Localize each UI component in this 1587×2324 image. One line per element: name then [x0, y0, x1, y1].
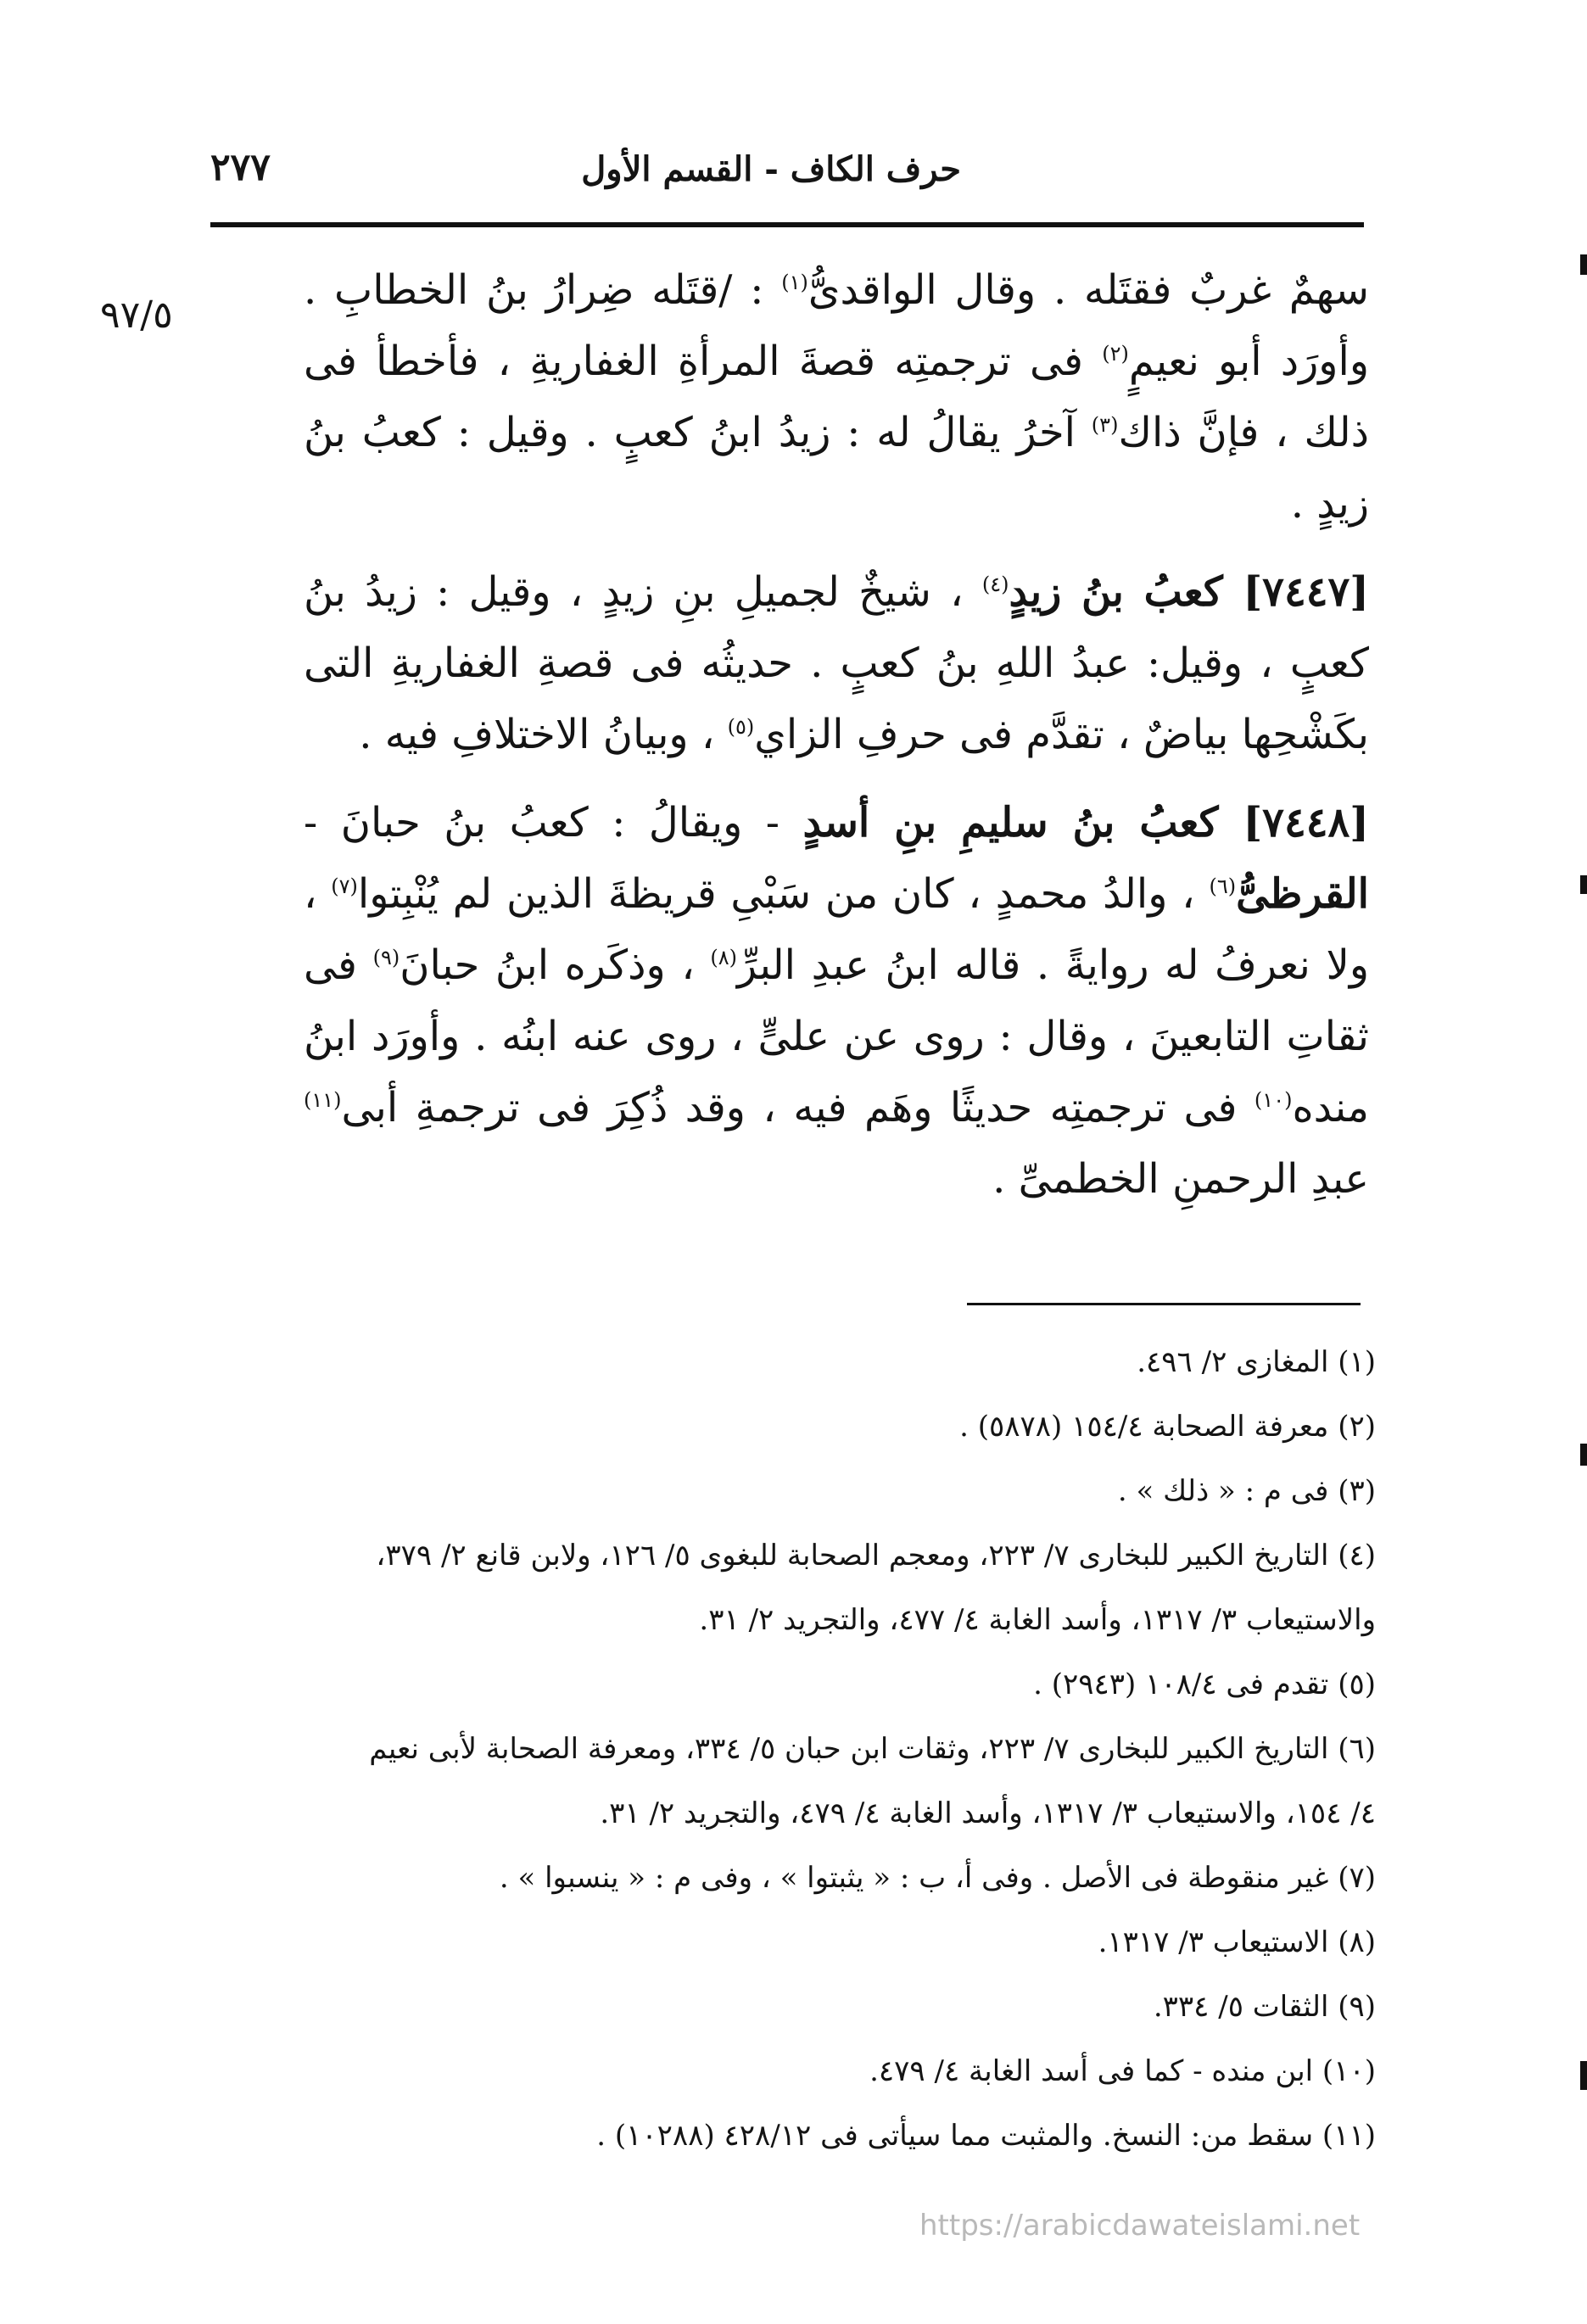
footnote-ref: (٤): [981, 573, 1009, 596]
text-run: - ويقالُ : كعبُ بنُ حبانَ -: [304, 799, 803, 846]
footnote-ref: (١): [781, 271, 808, 294]
text-run: ، شيخٌ لجميلِ بنِ زيدٍ ، وقيل : زيدُ بنُ كعبٍ ، وقيل: عبدُ اللهِ بنُ كعبٍ . حديثُه فى قصةِ الغفاريةِ التى بكَشْحِها بياضٌ ، تقدَّم فى حرفِ الزاي: [304, 568, 1369, 758]
entry-7448: [304, 787, 1369, 1215]
footnote-6-continued: ٤/ ١٥٤، والاستيعاب ٣/ ١٣١٧، وأسد الغابة ٤/ ٤٧٩، والتجريد ٢/ ٣١.: [600, 1796, 1376, 1830]
header-rule: [210, 222, 1364, 227]
running-title: حرف الكاف - القسم الأول: [581, 149, 961, 189]
scan-edge-mark: [1580, 875, 1587, 894]
entry-7447: [304, 556, 1369, 770]
footnote-2: (٢) معرفة الصحابة ١٥٤/٤ (٥٨٧٨) .: [959, 1410, 1376, 1444]
text-run: عبدِ الرحمنِ الخطمىِّ .: [992, 1155, 1369, 1203]
footnote-10: (١٠) ابن منده - كما فى أسد الغابة ٤/ ٤٧٩.: [869, 2054, 1376, 2088]
footnote-1: (١) المغازى ٢/ ٤٩٦.: [1137, 1345, 1376, 1379]
footnote-6: (٦) التاريخ الكبير للبخارى ٧/ ٢٢٣، وثقات ابن حبان ٥/ ٣٣٤، ومعرفة الصحابة لأبى نعيم: [369, 1732, 1376, 1766]
footnote-ref: (٨): [710, 946, 738, 969]
watermark: https://arabicdawateislami.net: [919, 2209, 1361, 2243]
footnote-ref: (١٠): [1254, 1088, 1293, 1112]
text-run: : /قتَله ضِرارُ بنُ الخطابِ . وأورَد أبو نعيمٍ: [304, 266, 1369, 385]
scan-edge-mark: [1580, 254, 1587, 275]
page-number: ٢٧٧: [210, 146, 271, 189]
footnote-7: (٧) غير منقوطة فى الأصل . وفى أ، ب : « يثبتوا » ، وفى م : « ينسبوا » .: [499, 1861, 1376, 1895]
footnotes: [212, 1330, 1376, 2168]
margin-reference: ٩٧/٥: [100, 293, 173, 337]
text-run: ، والدُ محمدٍ ، كان من سَبْىِ قريظةَ الذين لم يُنْبِتوا: [357, 870, 1210, 918]
main-text: [304, 254, 1369, 1232]
footnote-rule: [967, 1303, 1361, 1305]
footnote-ref: (٣): [1091, 413, 1119, 437]
footnote-ref: (٢): [1102, 342, 1129, 366]
entry-number: [٧٤٤٨]: [1243, 799, 1369, 846]
entry-name: كعبُ بنُ زيدٍ: [1009, 568, 1243, 616]
text-run: ، ولا نعرفُ له روايةً . قاله ابنُ عبدِ البرِّ: [304, 870, 1369, 989]
footnote-ref: (٦): [1209, 874, 1237, 898]
footnote-8: (٨) الاستيعاب ٣/ ١٣١٧.: [1098, 1925, 1376, 1959]
footnote-ref: (٥): [727, 715, 755, 739]
footnote-ref: (٩): [372, 946, 400, 969]
text-run: سهمٌ غربٌ فقتَله . وقال الواقدىُّ: [807, 266, 1370, 314]
scan-edge-mark: [1580, 2061, 1587, 2090]
scan-edge-mark: [1580, 1444, 1587, 1466]
footnote-11: (١١) سقط من: النسخ. والمثبت مما سيأتى فى ٤٢٨/١٢ (١٠٢٨٨) .: [596, 2119, 1376, 2153]
text-run: ، وذكَره ابنُ حبانَ: [400, 941, 711, 989]
footnote-5: (٥) تقدم فى ١٠٨/٤ (٢٩٤٣) .: [1033, 1668, 1376, 1701]
footnote-ref: (٧): [331, 874, 358, 898]
footnote-3: (٣) فى م : « ذلك » .: [1117, 1474, 1376, 1508]
entry-nisba: القرظىُّ: [1236, 870, 1370, 918]
footnote-4: (٤) التاريخ الكبير للبخارى ٧/ ٢٢٣، ومعجم الصحابة للبغوى ٥/ ١٢٦، ولابن قانع ٢/ ٣٧٩،: [376, 1539, 1376, 1573]
text-run: فى ترجمتِه قصةَ المرأةِ الغفاريةِ ، فأخطأ فى ذلك ، فإنَّ ذاك: [304, 338, 1369, 456]
text-run: فى ثقاتِ التابعينَ ، وقال : روى عن علىٍّ ، روى عنه ابنُه . وأورَد ابنُ منده: [304, 941, 1369, 1131]
footnote-ref: (١١): [304, 1088, 342, 1112]
text-run: آخرُ يقالُ له : زيدُ ابنُ كعبٍ . وقيل : كعبُ بنُ زيدٍ .: [304, 409, 1369, 528]
text-run: فى ترجمتِه حديثًا وهَم فيه ، وقد ذُكِرَ فى ترجمةِ أبى: [341, 1084, 1255, 1131]
footnote-4-continued: والاستيعاب ٣/ ١٣١٧، وأسد الغابة ٤/ ٤٧٧، والتجريد ٢/ ٣١.: [699, 1603, 1376, 1637]
footnote-9: (٩) الثقات ٥/ ٣٣٤.: [1153, 1990, 1376, 2024]
entry-name: كعبُ بنُ سليمِ بنِ أسدٍ: [802, 799, 1243, 846]
paragraph-continuation: [304, 254, 1369, 539]
text-run: ، وبيانُ الاختلافِ فيه .: [359, 711, 728, 758]
entry-number: [٧٤٤٧]: [1243, 568, 1370, 616]
